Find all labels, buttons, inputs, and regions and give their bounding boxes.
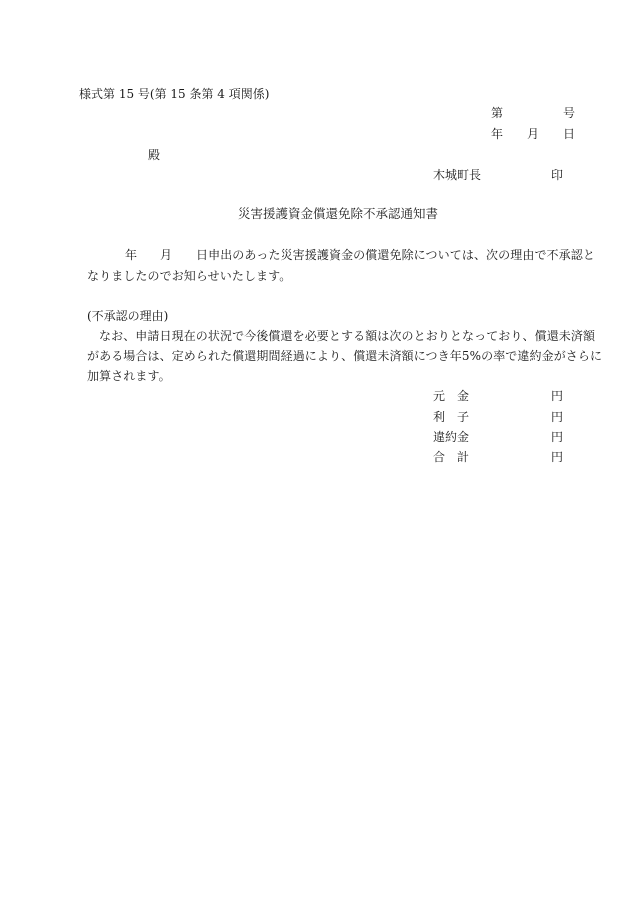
amount-principal-unit: 円 (551, 389, 564, 403)
amount-penalty-unit: 円 (551, 430, 564, 444)
seal-mark: 印 (551, 168, 564, 182)
amount-principal-char-1: 元 (433, 389, 446, 403)
form-label: 様式第 15 号(第 15 条第 4 項関係) (79, 87, 270, 101)
amount-total-char-2: 計 (457, 450, 470, 464)
note-line-2: がある場合は、定められた償還期間経過により、償還未済額につき年5%の率で違約金がさらに (87, 349, 603, 363)
number-suffix: 号 (563, 106, 576, 120)
addressee-suffix: 殿 (148, 148, 161, 162)
date-month: 月 (527, 127, 540, 141)
amount-principal-char-2: 金 (457, 389, 470, 403)
amount-interest-char-1: 利 (433, 410, 446, 424)
amount-total-char-1: 合 (433, 450, 446, 464)
body-line-1: 日申出のあった災害援護資金の償還免除については、次の理由で不承認と (196, 248, 595, 262)
note-line-3: 加算されます。 (87, 369, 171, 383)
reason-heading: (不承認の理由) (87, 309, 169, 323)
amount-interest-char-2: 子 (457, 410, 470, 424)
issuer-title: 木城町長 (433, 168, 482, 182)
document-title: 災害援護資金償還免除不承認通知書 (238, 206, 439, 221)
date-year: 年 (491, 127, 504, 141)
number-prefix: 第 (491, 106, 504, 120)
amount-penalty-label: 違約金 (433, 430, 470, 444)
note-line-1: なお、申請日現在の状況で今後償還を必要とする額は次のとおりとなっており、償還未済額 (99, 329, 596, 343)
body-month: 月 (160, 248, 173, 262)
body-year: 年 (125, 248, 138, 262)
amount-total-unit: 円 (551, 450, 564, 464)
body-line-2: なりましたのでお知らせいたします。 (87, 269, 292, 283)
date-day: 日 (563, 127, 576, 141)
amount-interest-unit: 円 (551, 410, 564, 424)
